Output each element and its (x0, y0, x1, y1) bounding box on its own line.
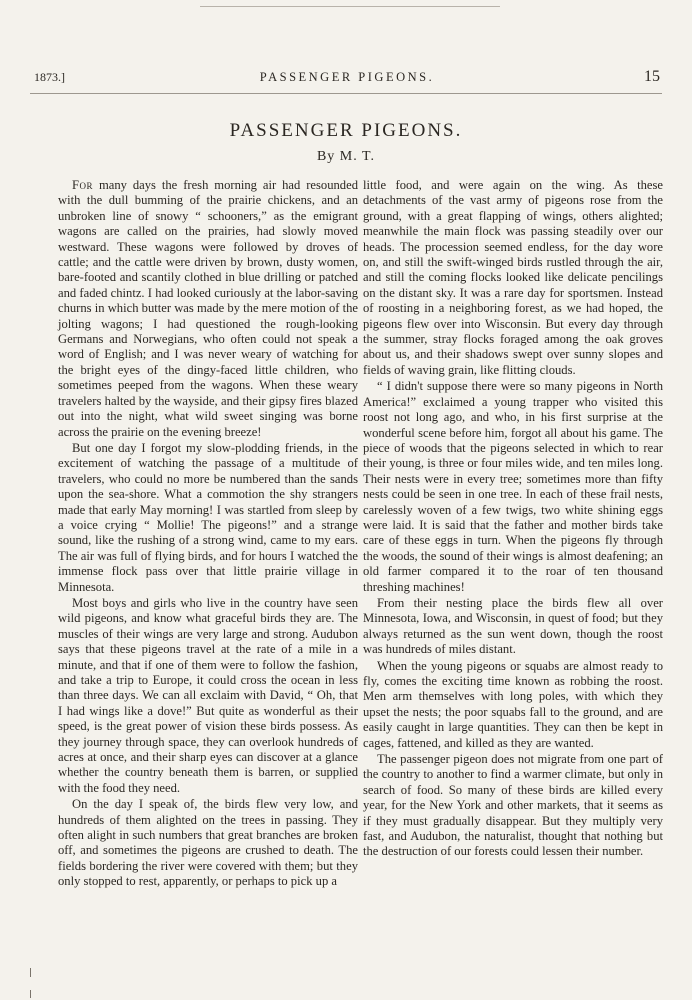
article-byline: By M. T. (316, 149, 376, 164)
paragraph-1 (58, 178, 358, 440)
article-title: PASSENGER PIGEONS. (229, 120, 463, 141)
right-column (363, 178, 663, 860)
running-head-year: 1873.] (34, 70, 65, 84)
paragraph-6: “ I didn't suppose there were so many pigeons in North America!” exclaimed a young trapper who visited this roost not long ago, and who, in his first surprise at the wonderful scene before him, forgot all about his game. The piece of woods that the pigeons selected in which to rear their young, is three or four miles wide, and ten miles long. Their nests were in every tree; sometimes more than fifty nests could be seen in one tree. In each of these frail nests, carelessly woven of a few twigs, two white shining eggs were laid. It is said that the father and mother birds take care of these eggs in turn. When the pigeons fly through the woods, the sound of their wings is almost deafening; an old farmer compared it to the roar of ten thousand threshing machines! (363, 379, 663, 594)
paragraph-4: On the day I speak of, the birds flew very low, and hundreds of them alighted on the trees in passing. They often alight in such numbers that great branches are broken off, and sometimes the pigeons are crushed to death. The fields bordering the river were covered with them; but they only stopped to rest, apparently, or perhaps to pick up a (58, 797, 358, 889)
paragraph-2: But one day I forgot my slow-plodding friends, in the excitement of watching the passage of a multitude of travelers, who could no more be numbered than the sands upon the sea-shore. What a commotion the shy strangers made that early May morning! I was startled from sleep by a voice crying “ Mollie! The pigeons!” and a strange sound, like the rushing of a strong wind, came to my ears. The air was full of flying birds, and for hours I watched the immense flock pass over that little prairie village in Minnesota. (58, 440, 358, 594)
lead-word: For (72, 178, 94, 192)
paragraph-3: Most boys and girls who live in the country have seen wild pigeons, and know what graceful birds they are. The muscles of their wings are very large and strong. Audubon says that these pigeons travel at the rate of a mile in a minute, and that if one of them were to follow the fashion, and take a trip to Europe, it could cross the ocean in less than three days. We can all exclaim with David, “ Oh, that I had wings like a dove!” But quite as wonderful as their speed, is the great power of vision these birds possess. As they journey through space, they can overlook hundreds of acres at once, and their sharp eyes can discover at a glance whether the country beneath them is barren, or supplied with the food they need. (58, 595, 358, 795)
paragraph-9: The passenger pigeon does not migrate from one part of the country to another to find a warmer climate, but only in search of food. So many of these birds are killed every year, for the New York and other markets, that it seems as if they must gradually disappear. But they multiply very fast, and Audubon, the naturalist, thought that nothing but the destruction of our forests could lessen their number. (363, 752, 663, 859)
paragraph-1-text: many days the fresh morning air had resounded with the dull bumming of the prairie chickens, and an unbroken line of snowy “ schooners,” as the emigrant wagons are called on the prairies, had slowly moved westward. These wagons were followed by droves of cattle; and the cattle were driven by brown, dusty women, bare-footed and scantily clothed in blue drilling or patched and faded chintz. I had looked curiously at the labor-saving churns in which butter was made by the mere motion of the jolting wagons; I had questioned the rough-looking Germans and Norwegians, who often could not speak a word of English; and I was never weary of watching for the bright eyes of the dingy-faced little children, who sometimes peeped from the wagons. When these weary travelers halted by the wayside, and their gipsy fires blazed out into the night, what wild sweet singing was borne across the prairie on the evening breeze! (58, 178, 358, 439)
margin-mark (30, 968, 31, 977)
running-head (34, 70, 660, 90)
left-column (58, 178, 358, 890)
running-head-title: PASSENGER PIGEONS. (259, 70, 435, 84)
margin-mark (30, 990, 31, 998)
paragraph-8: When the young pigeons or squabs are almost ready to fly, comes the exciting time known as robbing the roost. Men arm themselves with long poles, with which they upset the nests; the poor squabs fall to the ground, and are easily caught in large quantities. They can then be kept in cages, fattened, and killed as they are wanted. (363, 658, 663, 750)
top-rule (200, 6, 500, 7)
paragraph-5: little food, and were again on the wing. As these detachments of the vast army of pigeons rose from the ground, with a great flapping of wings, others alighted; meanwhile the main flock was passing steadily over our heads. The procession seemed endless, for the day wore on, and still the swift-winged birds rustled through the air, and still the coming flocks looked like delicate pencilings on the distant sky. It was a rare day for sportsmen. Instead of roosting in a neighboring forest, as we had hoped, the pigeons flew over into Wisconsin. But every day through the summer, stray flocks foraged among the oak groves about us, and their shadows swept over sunny slopes and fields of waving grain, like flitting clouds. (363, 178, 663, 377)
page-number: 15 (644, 68, 660, 85)
paragraph-7: From their nesting place the birds flew all over Minnesota, Iowa, and Wisconsin, in quest of food; but they always returned as the sun went down, though the roost was hundreds of miles distant. (363, 595, 663, 657)
header-rule (30, 93, 662, 94)
